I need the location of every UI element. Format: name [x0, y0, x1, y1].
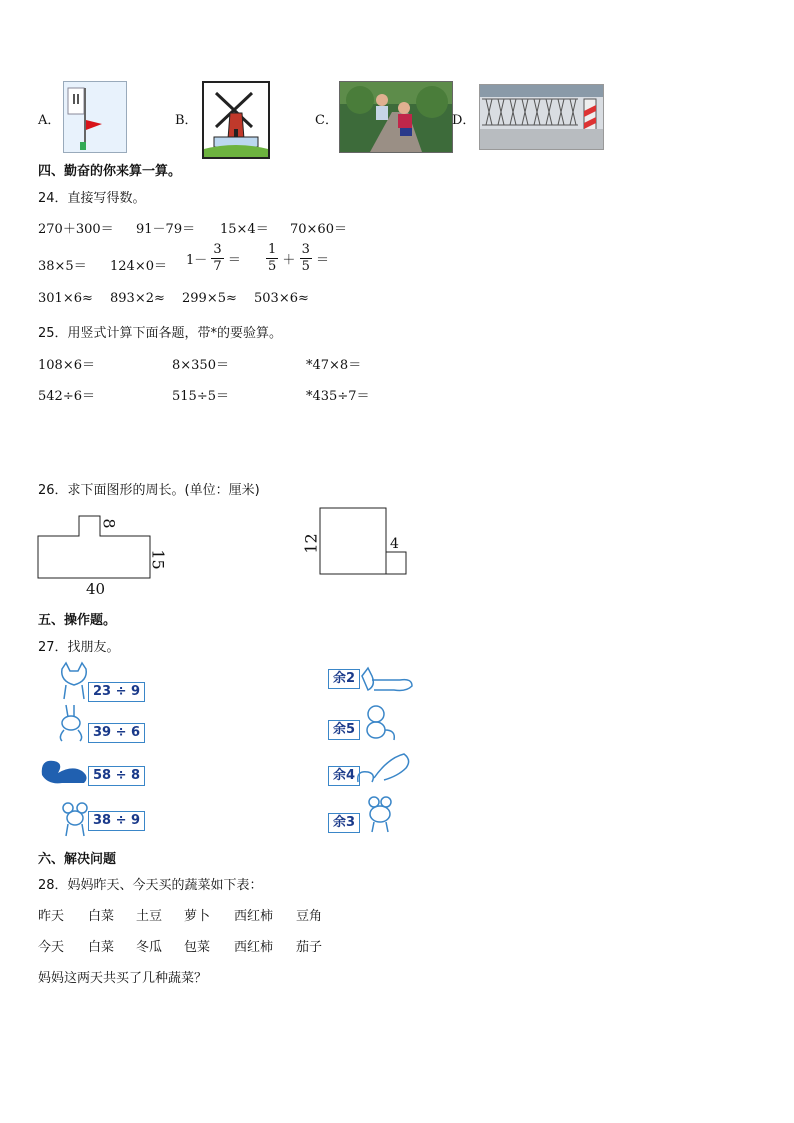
division-card[interactable]: 58 ÷ 8	[88, 766, 145, 786]
slide-photo-icon	[339, 81, 453, 153]
q24-item: 38×5＝	[38, 259, 87, 274]
division-card[interactable]: 23 ÷ 9	[88, 682, 145, 702]
option-d-label: D．	[452, 113, 476, 128]
q24-item: 91－79＝	[136, 222, 196, 237]
q24-fraction-expression	[186, 242, 241, 275]
veg-table-cell: 豆角	[296, 909, 323, 924]
denominator: 7	[213, 259, 222, 274]
fig1-bottom-label: 40	[86, 580, 106, 598]
veg-table-cell: 茄子	[296, 940, 323, 955]
veg-table-cell: 西红柿	[234, 940, 274, 955]
q24-item: 301×6≈	[38, 291, 93, 306]
q24-item: 124×0＝	[110, 259, 167, 274]
q26-title: 26．求下面图形的周长。(单位：厘米)	[38, 483, 260, 498]
veg-table-cell: 冬瓜	[136, 940, 163, 955]
fig2-small-label: 4	[390, 536, 399, 552]
q25-item: *435÷7＝	[306, 389, 370, 404]
monkey-icon	[360, 704, 400, 744]
plus-sign: ＋	[282, 253, 296, 268]
q24-item: 270＋300＝	[38, 222, 114, 237]
veg-table-cell: 昨天	[38, 909, 65, 924]
q27-title: 27．找朋友。	[38, 640, 120, 655]
numerator: 3	[301, 242, 310, 257]
option-c-label: C．	[315, 113, 338, 128]
fraction	[211, 242, 223, 275]
q25-item: 8×350＝	[172, 358, 229, 373]
fig2-left-label: 12	[301, 533, 321, 554]
remainder-card[interactable]: 余2	[328, 669, 360, 689]
q24-title: 24．直接写得数。	[38, 191, 146, 206]
numerator: 3	[213, 242, 222, 257]
squirrel-icon	[38, 755, 92, 787]
numerator: 1	[268, 242, 277, 257]
fig1-right-label: 15	[148, 549, 168, 570]
veg-table-cell: 萝卜	[184, 909, 211, 924]
q25-item: 542÷6＝	[38, 389, 95, 404]
retractable-gate-icon	[479, 84, 604, 150]
option-b-label: B．	[175, 113, 198, 128]
remainder-card[interactable]: 余4	[328, 766, 360, 786]
cat-icon	[56, 661, 90, 701]
option-a-label: A．	[38, 113, 61, 128]
division-card[interactable]: 38 ÷ 9	[88, 811, 145, 831]
veg-table-cell: 西红柿	[234, 909, 274, 924]
section-5-title: 五、操作题。	[38, 613, 117, 628]
expression-prefix: 1－	[186, 253, 208, 268]
fig1-top-label: 8	[99, 518, 119, 529]
q28-question: 妈妈这两天共买了几种蔬菜？	[38, 971, 208, 986]
squirrel-outline-icon	[354, 748, 414, 788]
q28-title: 28．妈妈昨天、今天买的蔬菜如下表：	[38, 878, 263, 893]
perimeter-figure-2	[318, 506, 414, 578]
q24-fraction-expression	[266, 242, 329, 275]
veg-table-cell: 包菜	[184, 940, 211, 955]
flag-pole-icon	[63, 81, 127, 153]
q24-item: 15×4＝	[220, 222, 269, 237]
q24-item: 893×2≈	[110, 291, 165, 306]
veg-table-cell: 白菜	[88, 940, 115, 955]
veg-table-cell: 白菜	[88, 909, 115, 924]
q25-item: 108×6＝	[38, 358, 95, 373]
fox-icon	[360, 666, 414, 696]
q24-item: 503×6≈	[254, 291, 309, 306]
q24-item: 299×5≈	[182, 291, 237, 306]
expression-suffix: ＝	[316, 253, 330, 268]
remainder-card[interactable]: 余5	[328, 720, 360, 740]
veg-table-cell: 今天	[38, 940, 65, 955]
denominator: 5	[301, 259, 310, 274]
q25-item: 515÷5＝	[172, 389, 229, 404]
q25-title: 25．用竖式计算下面各题，带*的要验算。	[38, 326, 283, 341]
mouse-icon	[58, 800, 92, 838]
expression-suffix: ＝	[227, 253, 241, 268]
fraction	[300, 242, 312, 275]
veg-table-cell: 土豆	[136, 909, 163, 924]
rabbit-icon	[54, 703, 90, 743]
remainder-card[interactable]: 余3	[328, 813, 360, 833]
q25-item: *47×8＝	[306, 358, 362, 373]
windmill-icon	[202, 81, 270, 159]
division-card[interactable]: 39 ÷ 6	[88, 723, 145, 743]
q24-item: 70×60＝	[290, 222, 347, 237]
section-6-title: 六、解决问题	[38, 852, 117, 867]
mouse-outline-icon	[360, 794, 402, 834]
fraction	[266, 242, 278, 275]
section-4-title: 四、勤奋的你来算一算。	[38, 164, 182, 179]
denominator: 5	[268, 259, 277, 274]
